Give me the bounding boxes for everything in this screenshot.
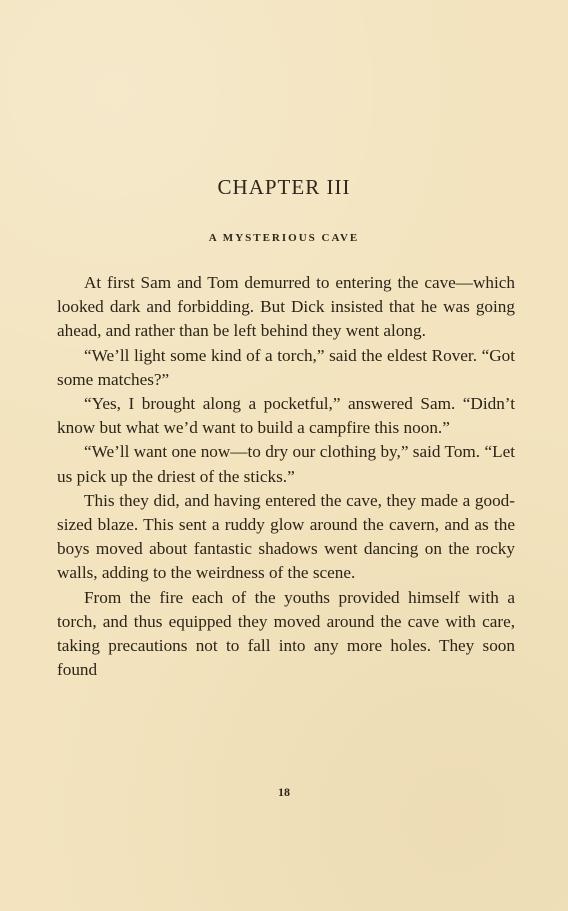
paragraph: “We’ll want one now—to dry our clothing by,” said Tom. “Let us pick up the driest of the sticks.” (57, 442, 515, 486)
paragraph: “Yes, I brought along a pocketful,” answered Sam. “Didn’t know but what we’d want to build a campfire this noon.” (57, 394, 515, 438)
body-text (57, 271, 515, 682)
chapter-title: A MYSTERIOUS CAVE (208, 232, 360, 244)
paragraph: This they did, and having entered the cave, they made a good-sized blaze. This sent a ruddy glow around the cavern, and as the boys moved about fantastic shadows went dancing on the rocky walls, adding to the weirdness of the scene. (57, 490, 515, 583)
paragraph: “We’ll light some kind of a torch,” said the eldest Rover. “Got some matches?” (57, 345, 515, 389)
paragraph: From the fire each of the youths provided himself with a torch, and thus equipped they moved around the cave with care, taking precautions not to fall into any more holes. They soon found (57, 587, 515, 680)
page-number: 18 (278, 785, 290, 799)
chapter-number: CHAPTER III (217, 175, 351, 199)
paragraph: At first Sam and Tom demurred to entering the cave—which looked dark and forbidding. But Dick insisted that he was going ahead, and rather than be left behind they went along. (57, 273, 515, 341)
